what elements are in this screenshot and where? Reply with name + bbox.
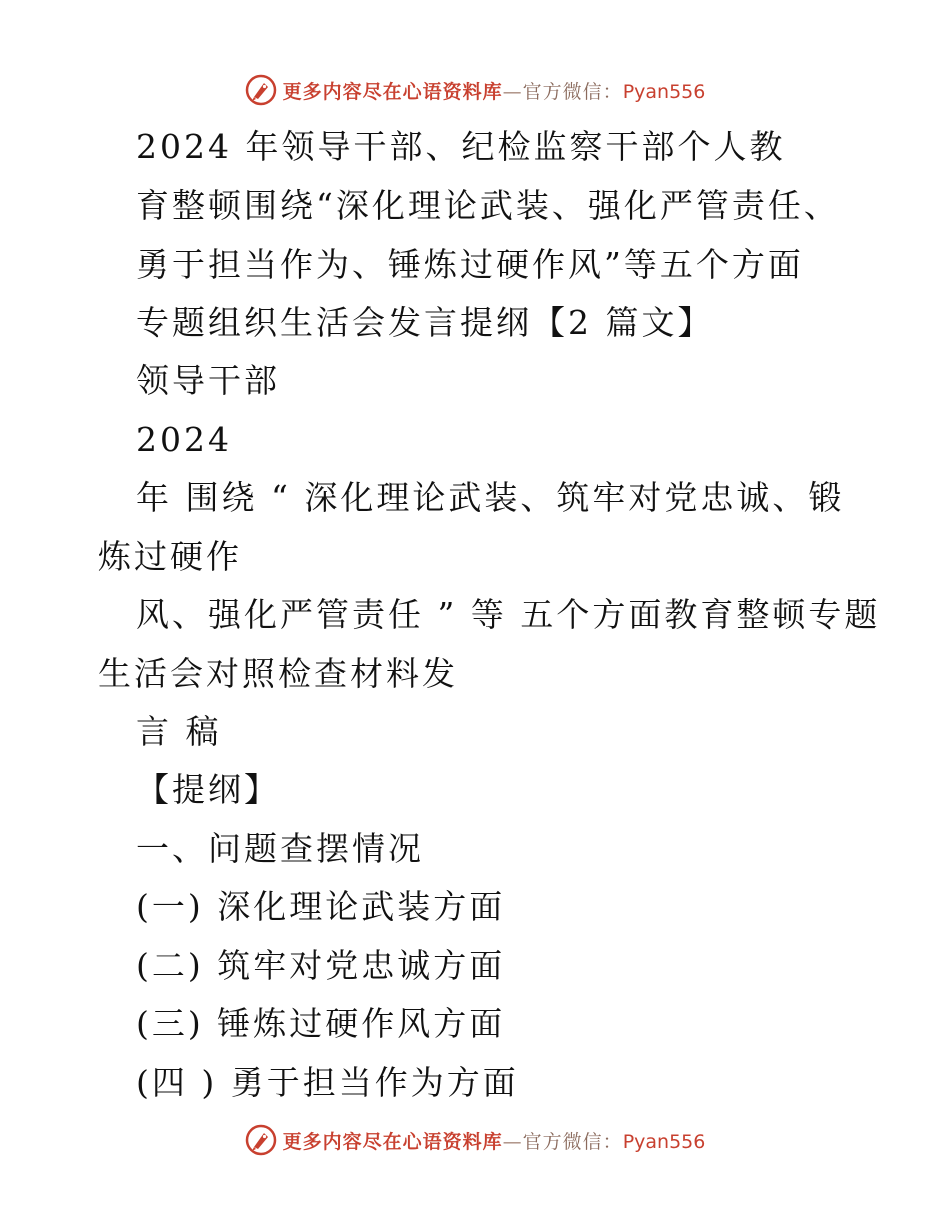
watermark-site-name: 更多内容尽在心语资料库 (282, 80, 503, 103)
watermark-site-name: 更多内容尽在心语资料库 (282, 1130, 503, 1153)
title-line-1: 2024 年领导干部、纪检监察干部个人教 (136, 127, 786, 166)
title-line-4: 专题组织生活会发言提纲【2 篇文】 (136, 303, 714, 342)
outline-item-2: (二) 筑牢对党忠诚方面 (136, 946, 506, 985)
header-watermark (0, 70, 950, 110)
watermark-wechat-label: 官方微信： (522, 80, 623, 103)
watermark-wechat-id: Pyan556 (622, 80, 706, 103)
outline-label: 【提纲】 (136, 770, 280, 809)
outline-item-4: (四 ) 勇于担当作为方面 (136, 1063, 519, 1102)
section-heading-1: 一、问题查摆情况 (136, 829, 424, 868)
year-line: 2024 (136, 420, 232, 459)
heading-line-d: 生活会对照检查材料发 (98, 654, 458, 693)
heading-line-e: 言 稿 (136, 712, 222, 751)
pen-nib-logo-icon (245, 74, 277, 106)
outline-item-3: (三) 锤炼过硬作风方面 (136, 1004, 506, 1043)
pen-nib-logo-icon (245, 1124, 277, 1156)
watermark-separator: — (502, 1130, 523, 1153)
watermark-text (283, 77, 706, 104)
watermark-text (283, 1127, 706, 1154)
watermark-wechat-id: Pyan556 (622, 1130, 706, 1153)
outline-item-1: (一) 深化理论武装方面 (136, 887, 506, 926)
heading-line-b: 炼过硬作 (98, 537, 242, 576)
subject-line: 领导干部 (136, 361, 280, 400)
title-line-3: 勇于担当作为、锤炼过硬作风”等五个方面 (136, 245, 804, 284)
heading-line-c: 风、强化严管责任 ” 等 五个方面教育整顿专题 (136, 595, 881, 634)
footer-watermark (0, 1120, 950, 1160)
watermark-wechat-label: 官方微信： (522, 1130, 623, 1153)
heading-line-a: 年 围绕 “ 深化理论武装、筑牢对党忠诚、锻 (136, 478, 845, 517)
watermark-separator: — (502, 80, 523, 103)
title-line-2: 育整顿围绕“深化理论武装、强化严管责任、 (136, 186, 840, 225)
